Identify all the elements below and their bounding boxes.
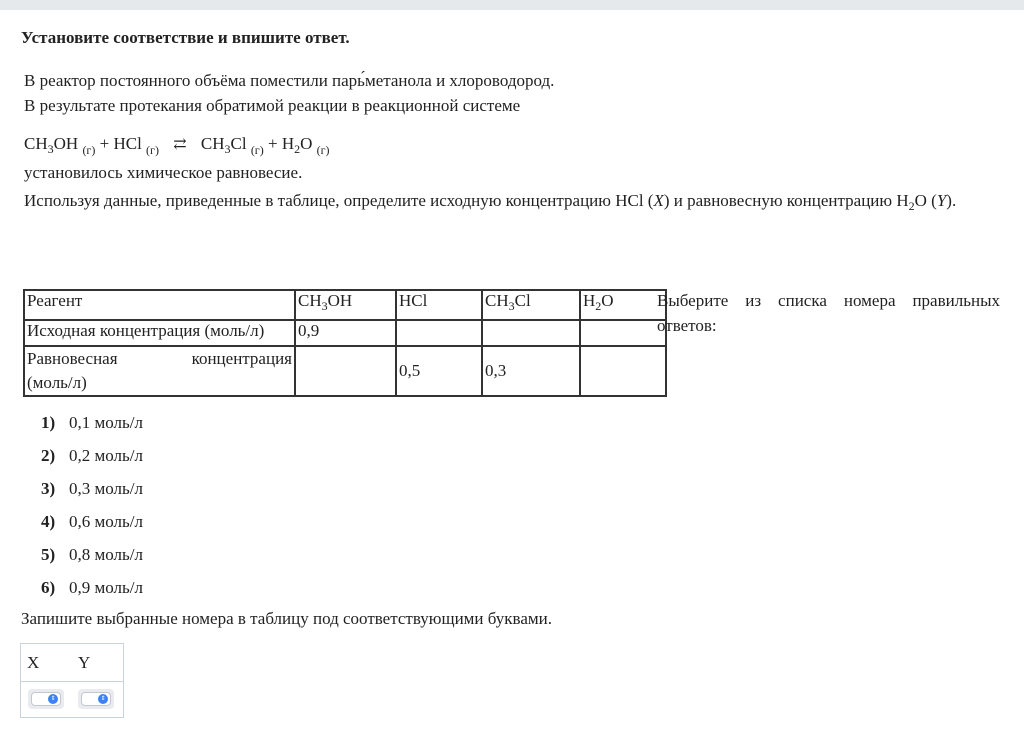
answer-x-select[interactable] [28, 689, 64, 709]
initial-ch3cl [482, 320, 580, 346]
header-hcl: HCl [396, 290, 482, 320]
option-item: 3) 0,3 моль/л [41, 479, 143, 498]
select-arrows-icon: ⇕ [48, 694, 58, 704]
reaction-equation: $CH_3OH$ $_{(г)}$ + HCl $_{(г)}$ ⇄ $CH_3Cl$ $_{(г)} + H_2O$ $_{(г)}$ [24, 134, 330, 157]
usage-text: Используя данные, приведенные в таблице, определите исходную концентрацию HCl (X) и равновесную концентрацию $H_2O$ (Y). [24, 191, 957, 213]
equilibrium-ch3cl: 0,3 [482, 346, 580, 396]
option-item: 4) 0,6 моль/л [41, 512, 143, 531]
option-item: 5) 0,8 моль/л [41, 545, 143, 564]
equilibrium-h2o [580, 346, 666, 396]
answer-divider [21, 681, 123, 682]
row-initial-label: Исходная концентрация (моль/л) [24, 320, 295, 346]
row-equilibrium-label: Равновесная концентрация (моль/л) [24, 346, 295, 396]
options-list [41, 410, 143, 608]
choose-instruction: Выберите из списка номера правильных ответов: [657, 291, 1000, 335]
task-heading: Установите соответствие и впишите ответ. [21, 28, 350, 47]
header-h2o: $H_2O$ [580, 290, 666, 320]
initial-hcl [396, 320, 482, 346]
select-box [81, 692, 111, 706]
equilibrium-ch3oh [295, 346, 396, 396]
table-row-initial [24, 320, 666, 346]
select-arrows-icon: ⇕ [98, 694, 108, 704]
option-item: 1) 0,1 моль/л [41, 413, 143, 432]
equilibrium-text: установилось химическое равновесие. [24, 163, 303, 182]
option-item: 2) 0,2 моль/л [41, 446, 143, 465]
answer-table [20, 643, 124, 718]
table-header-row [24, 290, 666, 320]
answer-x-label: X [27, 653, 40, 672]
intro-line-2: В результате протекания обратимой реакции в реакционной системе [24, 96, 521, 115]
header-ch3cl: $CH_3Cl$ [482, 290, 580, 320]
equilibrium-arrows-icon: ⇄ [173, 136, 187, 153]
concentration-table [23, 289, 667, 397]
table-row-equilibrium [24, 346, 666, 396]
equilibrium-hcl: 0,5 [396, 346, 482, 396]
option-item: 6) 0,9 моль/л [41, 578, 143, 597]
answer-instruction: Запишите выбранные номера в таблицу под соответствующими буквами. [21, 609, 552, 628]
header-ch3oh: $CH_3OH$ [295, 290, 396, 320]
answer-y-label: Y [78, 653, 91, 672]
select-box [31, 692, 61, 706]
intro-line-1: В реактор постоянного объёма поместили парь́метанола и хлороводород. [24, 71, 555, 90]
answer-y-select[interactable] [78, 689, 114, 709]
initial-h2o [580, 320, 666, 346]
header-reagent: Реагент [24, 290, 295, 320]
top-bar [0, 0, 1024, 10]
initial-ch3oh: 0,9 [295, 320, 396, 346]
